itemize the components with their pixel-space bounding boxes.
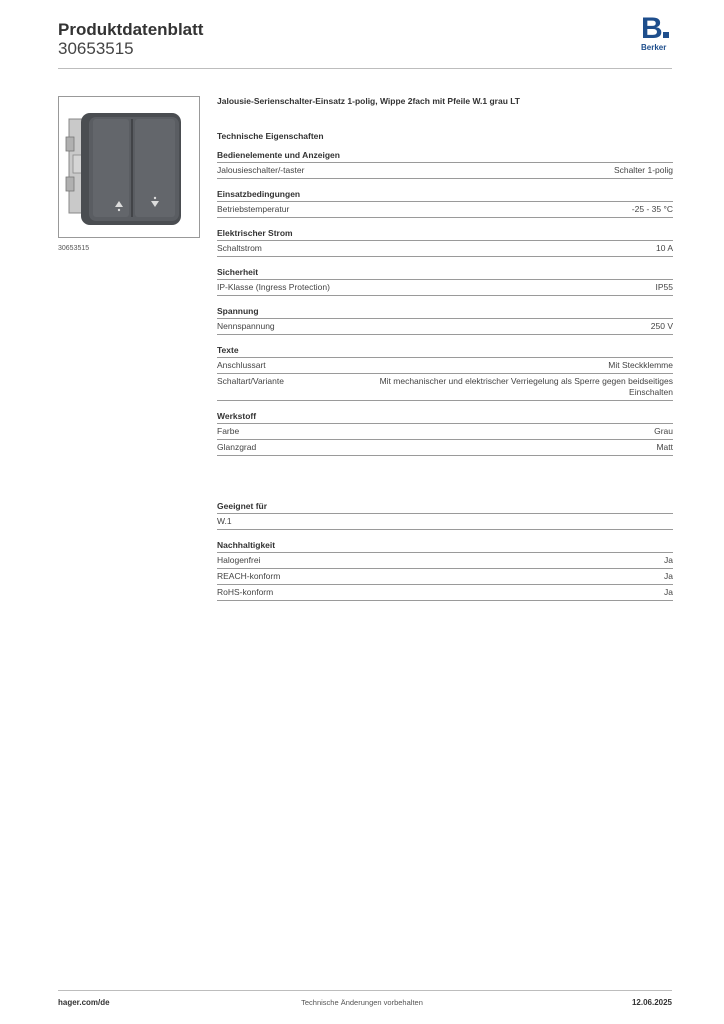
property-label: Betriebstemperatur xyxy=(217,204,290,214)
property-value: Mit Steckklemme xyxy=(608,360,673,370)
property-row xyxy=(217,514,673,530)
property-group xyxy=(217,411,673,456)
logo-text: Berker xyxy=(641,43,667,52)
property-label: Schaltart/Variante xyxy=(217,376,284,386)
property-row xyxy=(217,319,673,335)
property-group xyxy=(217,540,673,601)
property-label: Halogenfrei xyxy=(217,555,261,565)
footer-website[interactable]: hager.com/de xyxy=(58,998,110,1007)
property-row xyxy=(217,374,673,401)
property-label: RoHS-konform xyxy=(217,587,274,597)
property-row xyxy=(217,553,673,569)
property-group xyxy=(217,267,673,296)
property-value: Ja xyxy=(664,571,673,581)
property-label: IP-Klasse (Ingress Protection) xyxy=(217,282,330,292)
property-value: Ja xyxy=(664,555,673,565)
property-row xyxy=(217,585,673,601)
property-row xyxy=(217,440,673,456)
property-groups-extra xyxy=(217,501,673,601)
property-value: Ja xyxy=(664,587,673,597)
property-label: Nennspannung xyxy=(217,321,275,331)
group-title: Sicherheit xyxy=(217,267,673,280)
group-title: Nachhaltigkeit xyxy=(217,540,673,553)
property-value: Matt xyxy=(656,442,673,452)
property-label: Farbe xyxy=(217,426,240,436)
property-group xyxy=(217,501,673,530)
group-title: Einsatzbedingungen xyxy=(217,189,673,202)
property-label: REACH-konform xyxy=(217,571,281,581)
property-row xyxy=(217,163,673,179)
property-group xyxy=(217,345,673,401)
section-title: Technische Eigenschaften xyxy=(217,131,324,141)
property-value: Schalter 1-polig xyxy=(613,165,673,175)
property-row xyxy=(217,202,673,218)
property-value: -25 - 35 °C xyxy=(631,204,673,214)
property-group xyxy=(217,150,673,179)
property-row xyxy=(217,241,673,257)
product-image xyxy=(58,96,200,238)
group-title: Texte xyxy=(217,345,673,358)
group-title: Elektrischer Strom xyxy=(217,228,673,241)
group-title: Bedienelemente und Anzeigen xyxy=(217,150,673,163)
property-label: Schaltstrom xyxy=(217,243,262,253)
property-label: W.1 xyxy=(217,516,232,526)
property-value: 10 A xyxy=(655,243,673,253)
property-row xyxy=(217,424,673,440)
property-groups xyxy=(217,150,673,456)
property-group xyxy=(217,228,673,257)
footer-date: 12.06.2025 xyxy=(631,998,672,1007)
property-value: IP55 xyxy=(655,282,673,292)
image-caption: 30653515 xyxy=(58,245,90,252)
group-title: Geeignet für xyxy=(217,501,673,514)
footer-divider xyxy=(58,990,672,991)
property-value: 250 V xyxy=(650,321,673,331)
footer-notice: Technische Änderungen vorbehalten xyxy=(301,998,423,1007)
berker-logo xyxy=(641,12,677,56)
product-number: 30653515 xyxy=(58,39,134,58)
logo-letter: B xyxy=(641,12,662,45)
datasheet-content xyxy=(217,96,673,611)
header-divider xyxy=(58,68,672,69)
product-name: Jalousie-Serienschalter-Einsatz 1-polig, Wippe 2fach mit Pfeile W.1 grau LT xyxy=(217,96,521,106)
property-group xyxy=(217,306,673,335)
property-row xyxy=(217,358,673,374)
property-value: Mit mechanischer und elektrischer Verriegelung als Sperre gegen beidseitiges Einschalten xyxy=(379,376,673,397)
property-group xyxy=(217,189,673,218)
property-row xyxy=(217,569,673,585)
property-label: Jalousieschalter/-taster xyxy=(217,165,305,175)
group-title: Spannung xyxy=(217,306,673,319)
property-label: Glanzgrad xyxy=(217,442,257,452)
property-row xyxy=(217,280,673,296)
page-title: Produktdatenblatt xyxy=(58,20,204,39)
group-title: Werkstoff xyxy=(217,411,673,424)
property-label: Anschlussart xyxy=(217,360,266,370)
property-value: Grau xyxy=(654,426,673,436)
